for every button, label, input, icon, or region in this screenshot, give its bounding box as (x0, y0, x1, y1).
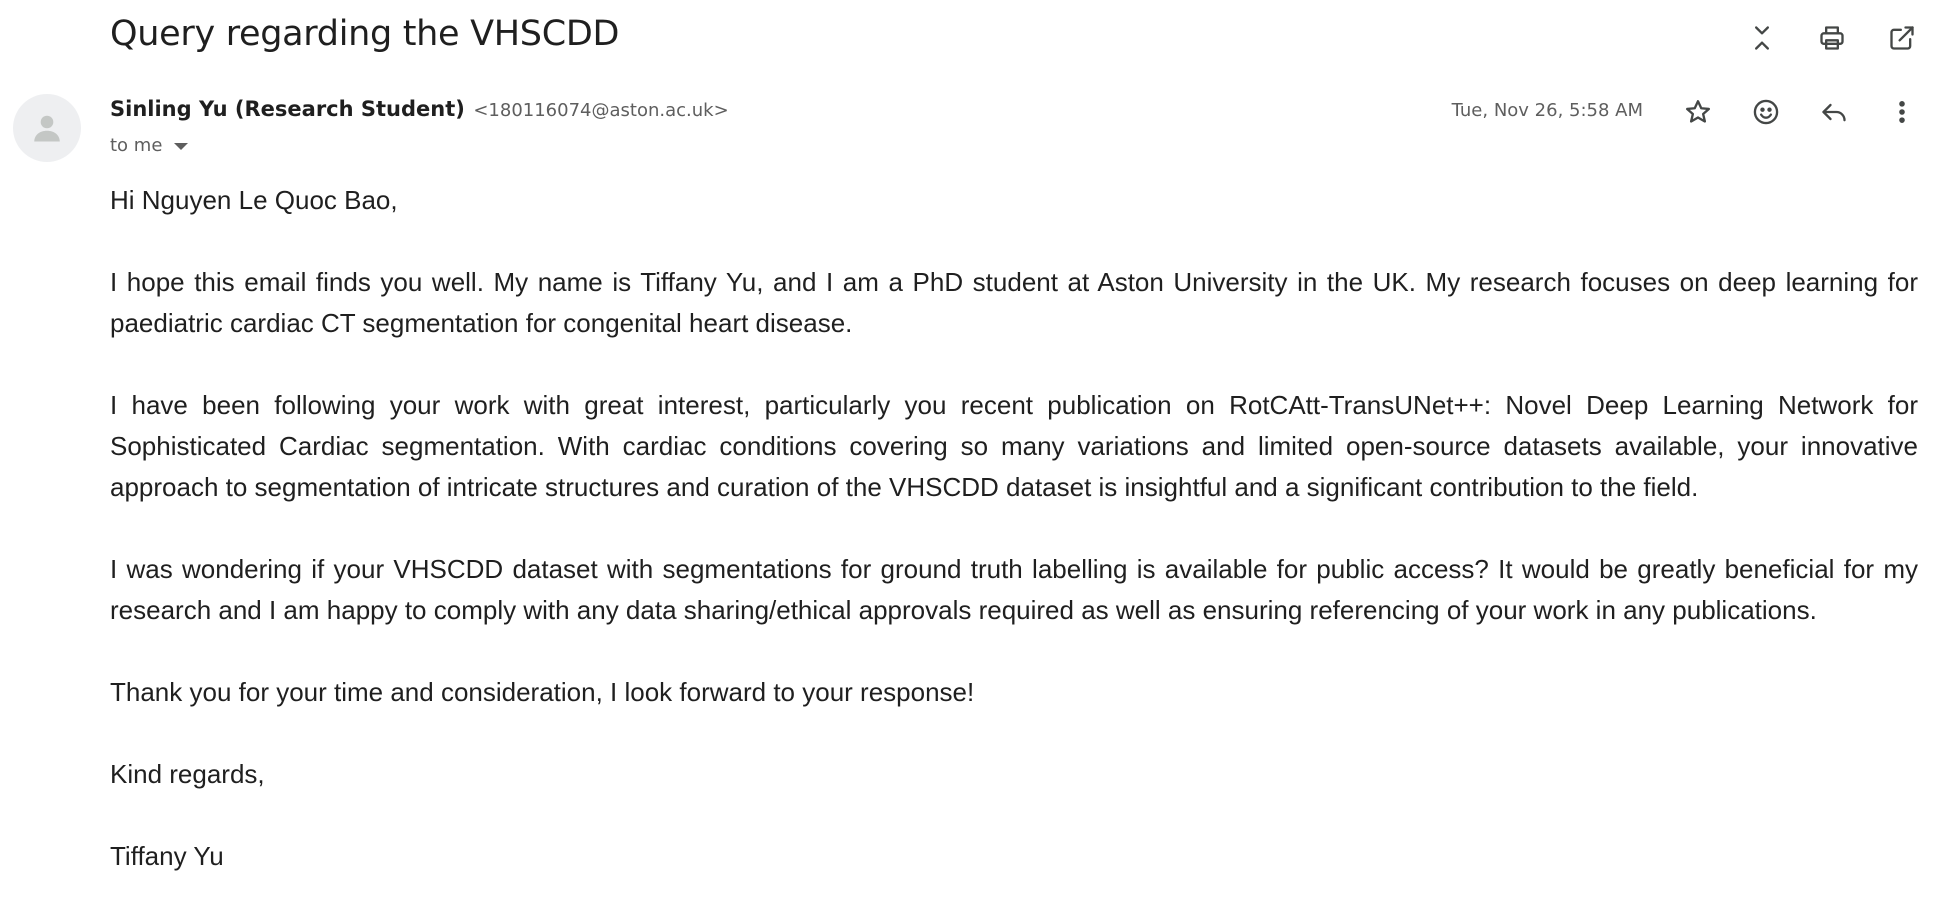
sender-name[interactable]: Sinling Yu (Research Student) (110, 97, 465, 121)
sender-email: <180116074@aston.ac.uk> (473, 100, 729, 121)
collapse-all-button[interactable] (1742, 18, 1782, 58)
message-toolbar (1678, 92, 1922, 132)
email-closing: Kind regards, (110, 759, 265, 789)
open-in-new-window-icon (1888, 24, 1916, 52)
collapse-icon (1748, 24, 1776, 52)
email-body (110, 180, 1918, 911)
email-date: Tue, Nov 26, 5:58 AM (1451, 100, 1643, 121)
email-paragraph: I hope this email finds you well. My name is Tiffany Yu, and I am a PhD student at Aston University in the UK. My research focuses on deep learning for paediatric cardiac CT segmentation for congenital heart disease. (110, 267, 1918, 338)
star-icon (1684, 98, 1712, 126)
email-greeting: Hi Nguyen Le Quoc Bao, (110, 185, 398, 215)
emoji-reaction-icon (1752, 98, 1780, 126)
star-button[interactable] (1678, 92, 1718, 132)
email-paragraph: Thank you for your time and consideration, I look forward to your response! (110, 677, 975, 707)
print-button[interactable] (1812, 18, 1852, 58)
print-icon (1818, 24, 1846, 52)
email-signature: Tiffany Yu (110, 841, 224, 871)
chevron-down-icon (174, 143, 188, 150)
reply-icon (1820, 98, 1848, 126)
recipient-label: to me (110, 135, 163, 156)
email-subject: Query regarding the VHSCDD (110, 14, 620, 54)
person-icon (29, 110, 65, 146)
email-paragraph: I have been following your work with great interest, particularly you recent publication on RotCAtt-TransUNet++: Novel Deep Learning Network for Sophisticated Cardiac segmentation. With cardiac conditions covering so many variations and limited open-source datasets available, your innovative approach to segmentation of intricate structures and curation of the VHSCDD dataset is insightful and a significant contribution to the field. (110, 390, 1918, 502)
email-paragraph: I was wondering if your VHSCDD dataset with segmentations for ground truth labelling is available for public access? It would be greatly beneficial for my research and I am happy to comply with any data sharing/ethical approvals required as well as ensuring referencing of your work in any publications. (110, 554, 1918, 625)
sender-line (110, 97, 729, 121)
more-vert-icon (1888, 98, 1916, 126)
more-options-button[interactable] (1882, 92, 1922, 132)
recipient-details-toggle[interactable] (110, 135, 188, 156)
add-reaction-button[interactable] (1746, 92, 1786, 132)
thread-toolbar (1742, 18, 1922, 58)
avatar[interactable] (13, 94, 81, 162)
open-in-new-window-button[interactable] (1882, 18, 1922, 58)
reply-button[interactable] (1814, 92, 1854, 132)
